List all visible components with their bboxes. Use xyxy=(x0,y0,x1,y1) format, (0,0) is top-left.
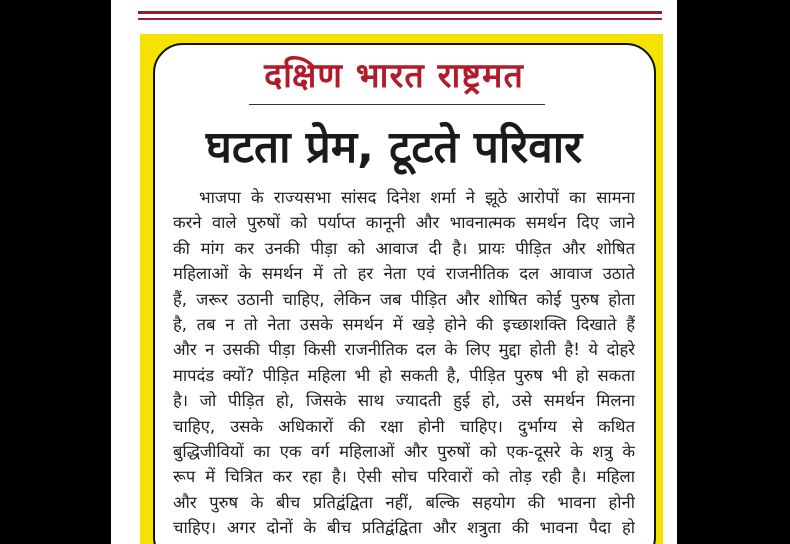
body-line: की मांग कर उनकी पीड़ा को आवाज दी है। प्रायः पीड़ित और शोषित xyxy=(173,238,635,258)
article-body xyxy=(173,185,635,540)
top-rule xyxy=(138,11,662,14)
body-line: रूप में चित्रित कर रहा है। ऐसी सोच परिवारों को तोड़ रही है। महिला xyxy=(173,467,635,487)
body-line: चाहिए। अगर दोनों के बीच प्रतिद्वंद्विता और शत्रुता की भावना पैदा हो xyxy=(173,518,635,538)
body-line: महिलाओं के समर्थन में तो हर नेता एवं राजनीतिक दल आवाज उठाते xyxy=(173,264,635,284)
headline: घटता प्रेम, टूटते परिवार xyxy=(205,122,583,173)
body-line: और न उसकी पीड़ा किसी राजनीतिक दल के लिए मुद्दा होती है! ये दोहरे xyxy=(173,340,635,360)
body-line: चाहिए, उसके अधिकारों की रक्षा होनी चाहिए। दुर्भाग्य से कथित xyxy=(173,416,635,436)
body-line: हैं, जरूर उठानी चाहिए, लेकिन जब पीड़ित और शोषित कोई पुरुष होता xyxy=(173,289,635,309)
masthead: दक्षिण भारत राष्ट्रमत xyxy=(264,56,524,96)
masthead-divider xyxy=(249,104,545,105)
top-rule-thin xyxy=(138,18,662,20)
body-line: है, तब न तो नेता उसके समर्थन में खड़े होने की इच्छाशक्ति दिखाते हैं xyxy=(173,314,635,334)
body-line: है। जो पीड़ित हो, जिसके साथ ज्यादती हुई हो, उसे समर्थन मिलना xyxy=(173,391,635,411)
body-line: भाजपा के राज्यसभा सांसद दिनेश शर्मा ने झूठे आरोपों का सामना xyxy=(199,188,635,207)
body-line: मापदंड क्यों? पीड़ित महिला भी हो सकती है, पीड़ित पुरुष भी हो सकता xyxy=(173,365,635,385)
newspaper-page xyxy=(111,0,677,544)
body-line: करने वाले पुरुषों को पर्याप्त कानूनी और भावनात्मक समर्थन दिए जाने xyxy=(173,213,635,233)
body-line: और पुरुष के बीच प्रतिद्वंद्विता नहीं, बल्कि सहयोग की भावना होनी xyxy=(173,492,635,512)
body-line: बुद्धिजीवियों का एक वर्ग महिलाओं और पुरुषों को एक-दूसरे के शत्रु के xyxy=(173,441,635,461)
